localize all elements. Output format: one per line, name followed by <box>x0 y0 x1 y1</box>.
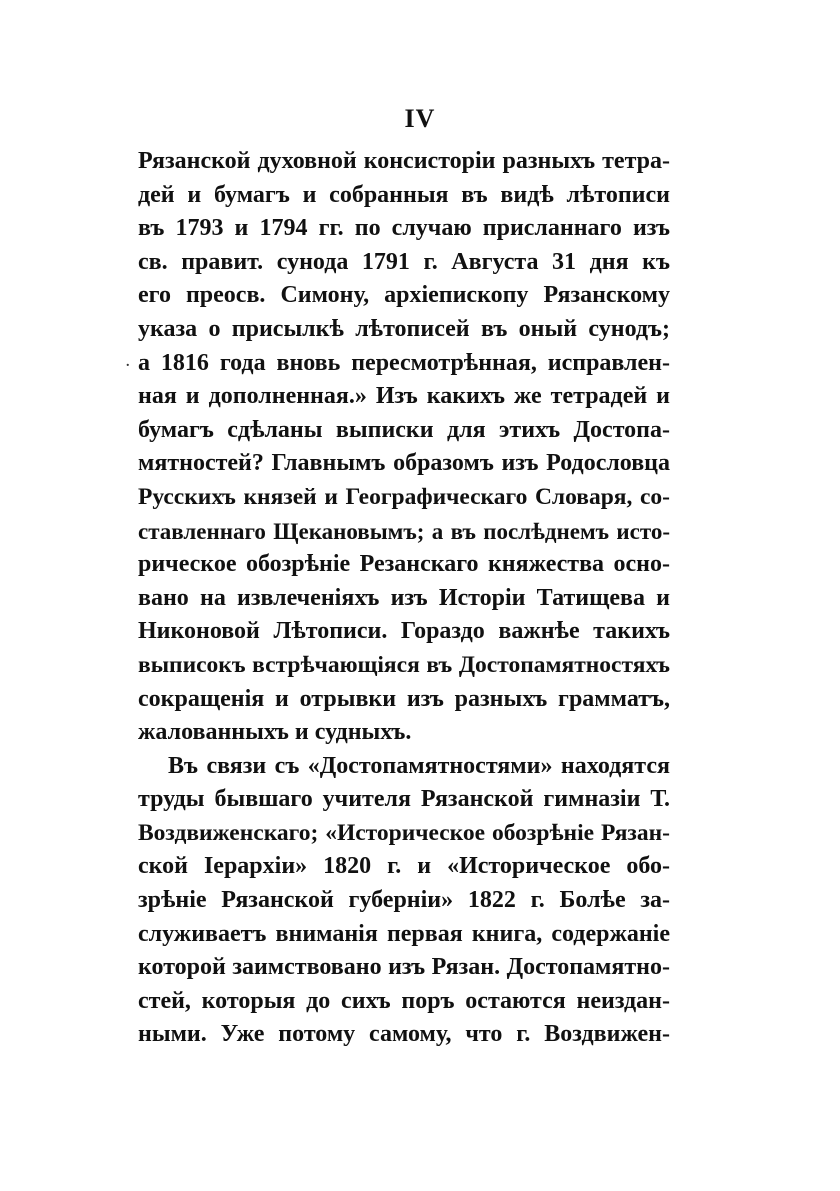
page-number: IV <box>404 104 436 133</box>
paragraph-end-line: жалованныхъ и судныхъ. <box>138 719 412 746</box>
text-line: ставленнаго Щекановымъ; а въ послѣднемъ исто- <box>138 518 670 544</box>
body-text <box>138 145 670 1052</box>
text-line: ная и дополненная.» Изъ какихъ же тетрадей и <box>138 383 670 410</box>
text-line: стей, которыя до сихъ поръ остаются неиздан- <box>138 987 670 1014</box>
text-line: вано на извлеченіяхъ изъ Исторіи Татищева и <box>138 584 670 611</box>
text-line: его преосв. Симону, архіепископу Рязанскому <box>138 282 670 309</box>
text-line: св. правит. сунода 1791 г. Августа 31 дня къ <box>138 248 670 275</box>
text-line: а 1816 года вновь пересмотрѣнная, исправлен- <box>138 349 670 376</box>
text-line: Никоновой Лѣтописи. Гораздо важнѣе такихъ <box>138 618 670 645</box>
text-line: Воздвиженскаго; «Историческое обозрѣніе Рязан- <box>138 819 670 846</box>
text-line: служиваетъ вниманія первая книга, содержаніе <box>138 920 670 947</box>
text-line: Русскихъ князей и Географическаго Словаря, со- <box>138 483 670 510</box>
text-line: зрѣніе Рязанской губерніи» 1822 г. Болѣе за- <box>138 887 670 914</box>
text-line: выписокъ встрѣчающіяся въ Достопамятностяхъ <box>138 651 670 678</box>
text-line: рическое обозрѣніе Резанскаго княжества осно- <box>138 551 670 578</box>
paragraph-start-line: Въ связи съ «Достопамятностями» находятся <box>168 752 670 779</box>
text-line: Рязанской духовной консисторіи разныхъ тетра- <box>138 148 670 174</box>
text-line: ской Іерархіи» 1820 г. и «Историческое обо- <box>138 853 670 880</box>
text-line: труды бывшаго учителя Рязанской гимназіи Т. <box>138 786 670 813</box>
text-line: указа о присылкѣ лѣтописей въ оный сунодъ; <box>138 315 670 342</box>
margin-mark: . <box>126 355 130 370</box>
text-line: дей и бумагъ и собранныя въ видѣ лѣтописи <box>138 181 670 208</box>
text-line: въ 1793 и 1794 гг. по случаю присланнаго изъ <box>138 215 670 242</box>
text-line: мятностей? Главнымъ образомъ изъ Родословца <box>138 450 670 477</box>
text-line: бумагъ сдѣланы выписки для этихъ Достопа- <box>138 416 670 443</box>
text-line: которой заимствовано изъ Рязан. Достопамятно- <box>138 954 670 981</box>
text-line: сокращенія и отрывки изъ разныхъ грамматъ, <box>138 685 670 712</box>
text-line: ными. Уже потому самому, что г. Воздвижен- <box>138 1021 670 1048</box>
